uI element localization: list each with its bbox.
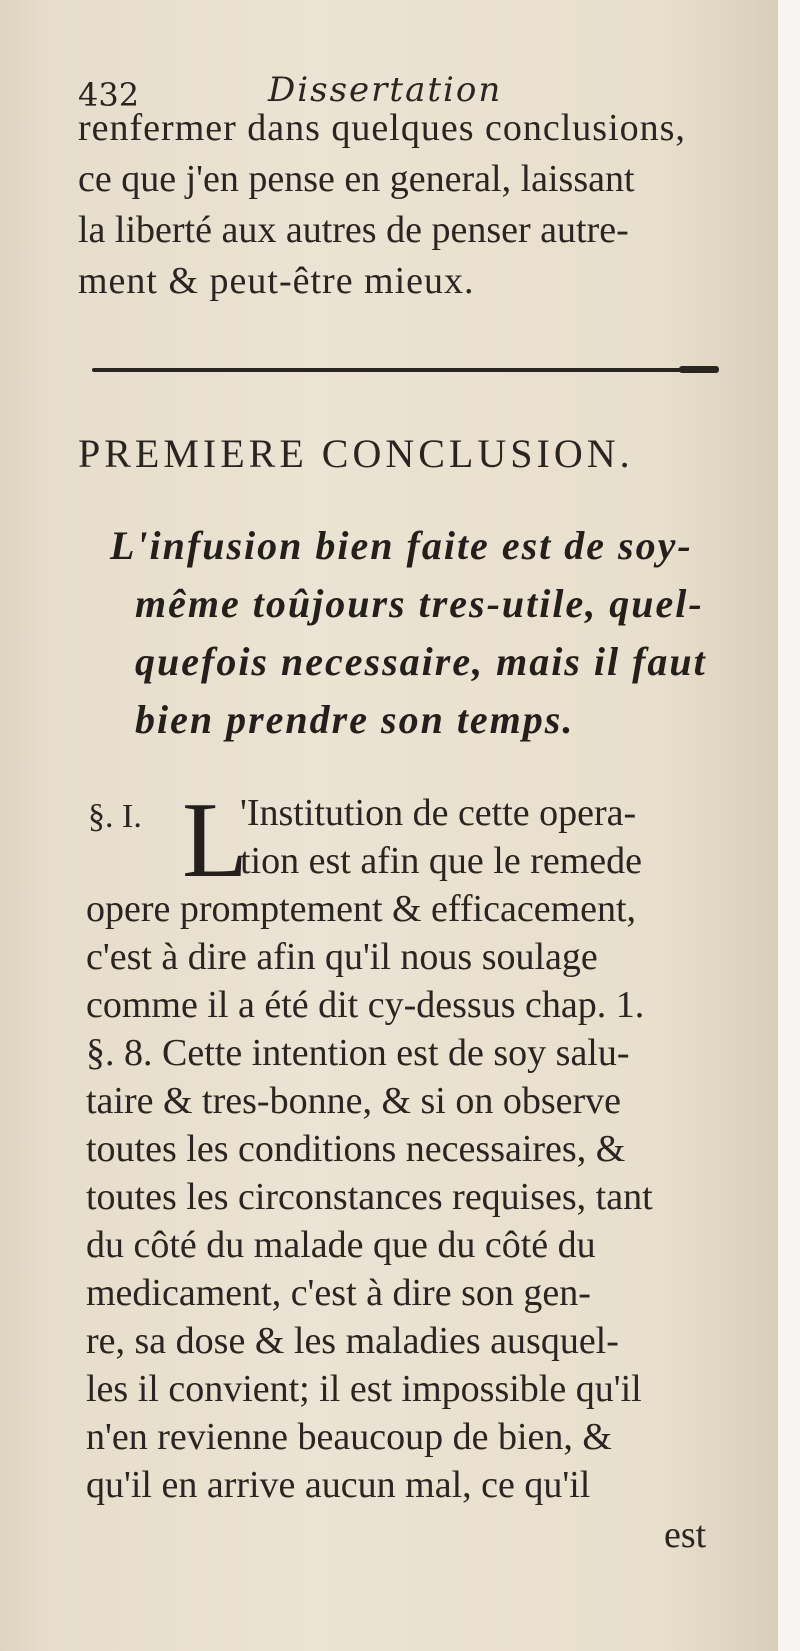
intro-paragraph xyxy=(78,105,738,305)
text-line: medicament, c'est à dire son gen- xyxy=(86,1272,591,1314)
section-number: §. I. xyxy=(88,798,142,835)
text-line: du côté du malade que du côté du xyxy=(86,1224,596,1266)
text-line: qu'il en arrive aucun mal, ce qu'il xyxy=(86,1464,591,1506)
text-line: renfermer dans quelques conclusions, xyxy=(78,107,686,149)
drop-cap: L xyxy=(182,781,248,900)
section-heading: PREMIERE CONCLUSION. xyxy=(78,431,634,476)
text-line: re, sa dose & les maladies ausquel- xyxy=(86,1320,619,1362)
text-line: c'est à dire afin qu'il nous soulage xyxy=(86,936,598,978)
text-line: 'Institution de cette opera- xyxy=(240,792,637,834)
text-line: la liberté aux autres de penser autre- xyxy=(78,209,629,251)
text-line: toutes les circonstances requises, tant xyxy=(86,1176,653,1218)
text-line: comme il a été dit cy-dessus chap. 1. xyxy=(86,984,645,1026)
text-line: tion est afin que le remede xyxy=(240,840,643,882)
thesis-line: même toûjours tres-utile, quel- xyxy=(135,581,704,626)
text-line: §. 8. Cette intention est de soy salu- xyxy=(86,1032,630,1074)
thesis-line: L'infusion bien faite est de soy- xyxy=(110,523,693,568)
catchword: est xyxy=(664,1514,707,1556)
text-line: opere promptement & efficacement, xyxy=(86,888,637,930)
thesis-line: bien prendre son temps. xyxy=(135,697,575,742)
text-line: les il convient; il est impossible qu'il xyxy=(86,1368,642,1410)
text-line: ce que j'en pense en general, laissant xyxy=(78,158,635,200)
thesis-line: quefois necessaire, mais il faut xyxy=(135,639,707,684)
section-divider xyxy=(92,368,717,372)
page-number: 432 xyxy=(78,76,140,114)
section-body xyxy=(86,781,736,1620)
text-line: ment & peut-être mieux. xyxy=(78,260,475,302)
page-margin xyxy=(778,0,800,1651)
text-line: n'en revienne beaucoup de bien, & xyxy=(86,1416,612,1458)
running-title: Dissertation xyxy=(268,70,503,110)
text-line: toutes les conditions necessaires, & xyxy=(86,1128,626,1170)
text-line: taire & tres-bonne, & si on observe xyxy=(86,1080,622,1122)
